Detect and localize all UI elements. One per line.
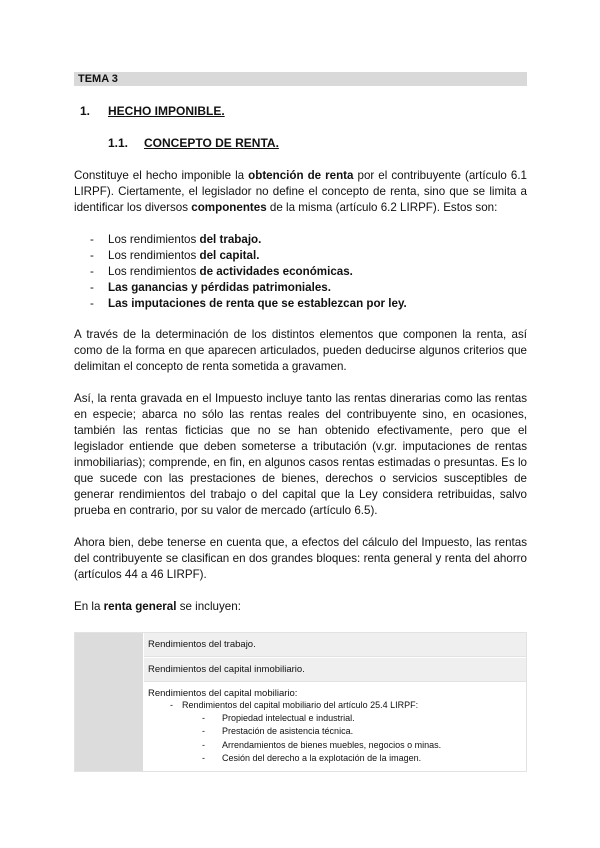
- components-list: [74, 232, 527, 312]
- list-item: [74, 264, 527, 280]
- renta-general-bold: renta general: [103, 600, 177, 613]
- intro-paragraph: [74, 168, 527, 216]
- subsection-number: 1.1.: [108, 136, 129, 150]
- sublist-dash: -: [170, 700, 173, 710]
- list-item: [74, 232, 527, 248]
- intro-text-1: Constituye el hecho imponible la: [74, 169, 249, 182]
- subsublist-text: Propiedad intelectual e industrial.: [222, 712, 355, 723]
- section-heading: [80, 104, 225, 119]
- list-item-prefix: Los rendimientos: [108, 249, 200, 262]
- section-title: HECHO IMPONIBLE.: [108, 104, 225, 118]
- list-item: [74, 296, 527, 312]
- table-row: [144, 683, 526, 771]
- list-item-prefix: Los rendimientos: [108, 233, 200, 246]
- list-dash: -: [90, 297, 94, 310]
- renta-general-text-2: se incluyen:: [176, 600, 241, 613]
- list-item: [74, 248, 527, 264]
- topic-title: TEMA 3: [78, 73, 118, 85]
- subsection-title: CONCEPTO DE RENTA.: [144, 136, 279, 150]
- intro-bold-1: obtención de renta: [248, 169, 354, 182]
- table-label-column: [75, 633, 143, 771]
- table-sublist-item: [148, 700, 526, 712]
- table-row: [144, 658, 526, 682]
- list-item-bold: Las imputaciones de renta que se establezcan por ley.: [108, 297, 407, 310]
- subsublist-text: Arrendamientos de bienes muebles, negocios o minas.: [222, 739, 442, 750]
- list-item-prefix: Los rendimientos: [108, 265, 200, 278]
- table-cell-mobiliario-title: Rendimientos del capital mobiliario:: [148, 688, 298, 699]
- list-item-bold: de actividades económicas.: [199, 265, 353, 278]
- table-subsublist-item: [148, 725, 526, 739]
- paragraph-renta-general: [74, 599, 527, 615]
- intro-text-2: por el contribuyente (artículo 6.1 LIRPF). Ciertamente, el legislador no define el concepto de renta, sino que se limita a identificar los diversos: [74, 169, 527, 214]
- paragraph-renta-gravada: Así, la renta gravada en el Impuesto incluye tanto las rentas dinerarias como las rentas en especie; abarca no sólo las rentas reales del contribuyente sino, en ocasiones, también las rentas ficticias que no se han obtenido efectivamente, pero que el legislador entiende que deben someterse a tributación (v.gr. imputaciones de rentas inmobiliarias); comprende, en fin, en algunos casos rentas estimadas o presuntas. Es lo que sucede con las prestaciones de bienes, derechos o servicios susceptibles de generar rendimientos del trabajo o del capital que la Ley considera retribuidas, salvo prueba en contrario, por su valor de mercado (artículo 6.5).: [74, 392, 527, 517]
- subsublist-dash: -: [202, 753, 205, 763]
- table-cell-inmobiliario: Rendimientos del capital inmobiliario.: [148, 664, 305, 675]
- subsublist-dash: -: [202, 739, 205, 750]
- list-dash: -: [90, 249, 94, 262]
- intro-text-3: de la misma (artículo 6.2 LIRPF). Estos son:: [266, 201, 498, 214]
- topic-header-bar: [74, 72, 527, 86]
- intro-bold-2: componentes: [191, 201, 267, 214]
- list-dash: -: [90, 265, 94, 278]
- list-dash: -: [90, 233, 94, 246]
- list-dash: -: [90, 281, 94, 294]
- section-number: 1.: [80, 104, 91, 118]
- list-item-bold: Las ganancias y pérdidas patrimoniales.: [108, 281, 331, 294]
- table-row: [144, 633, 526, 657]
- subsection-heading: [108, 136, 279, 151]
- list-item: [74, 280, 527, 296]
- list-item-bold: del capital.: [199, 249, 260, 262]
- table-subsublist-item: [148, 752, 526, 766]
- subsublist-dash: -: [202, 712, 205, 723]
- paragraph-bloques: Ahora bien, debe tenerse en cuenta que, a efectos del cálculo del Impuesto, las rentas del contribuyente se clasifican en dos grandes bloques: renta general y renta del ahorro (artículos 44 a 46 LIRPF).: [74, 536, 527, 581]
- renta-general-text-1: En la: [74, 600, 104, 613]
- table-cell-trabajo: Rendimientos del trabajo.: [148, 639, 256, 650]
- table-subsublist-item: [148, 712, 526, 726]
- subsublist-text: Prestación de asistencia técnica.: [222, 726, 354, 736]
- renta-general-table: [74, 632, 527, 772]
- sublist-text: Rendimientos del capital mobiliario del artículo 25.4 LIRPF:: [182, 700, 419, 710]
- paragraph-criteria: A través de la determinación de los distintos elementos que componen la renta, así como de la forma en que aparecen articulados, pueden deducirse algunos criterios que delimitan el concepto de renta sometida a gravamen.: [74, 328, 527, 373]
- table-subsublist-item: [148, 739, 526, 753]
- subsublist-dash: -: [202, 726, 205, 736]
- list-item-bold: del trabajo.: [199, 233, 262, 246]
- subsublist-text: Cesión del derecho a la explotación de la imagen.: [222, 753, 422, 763]
